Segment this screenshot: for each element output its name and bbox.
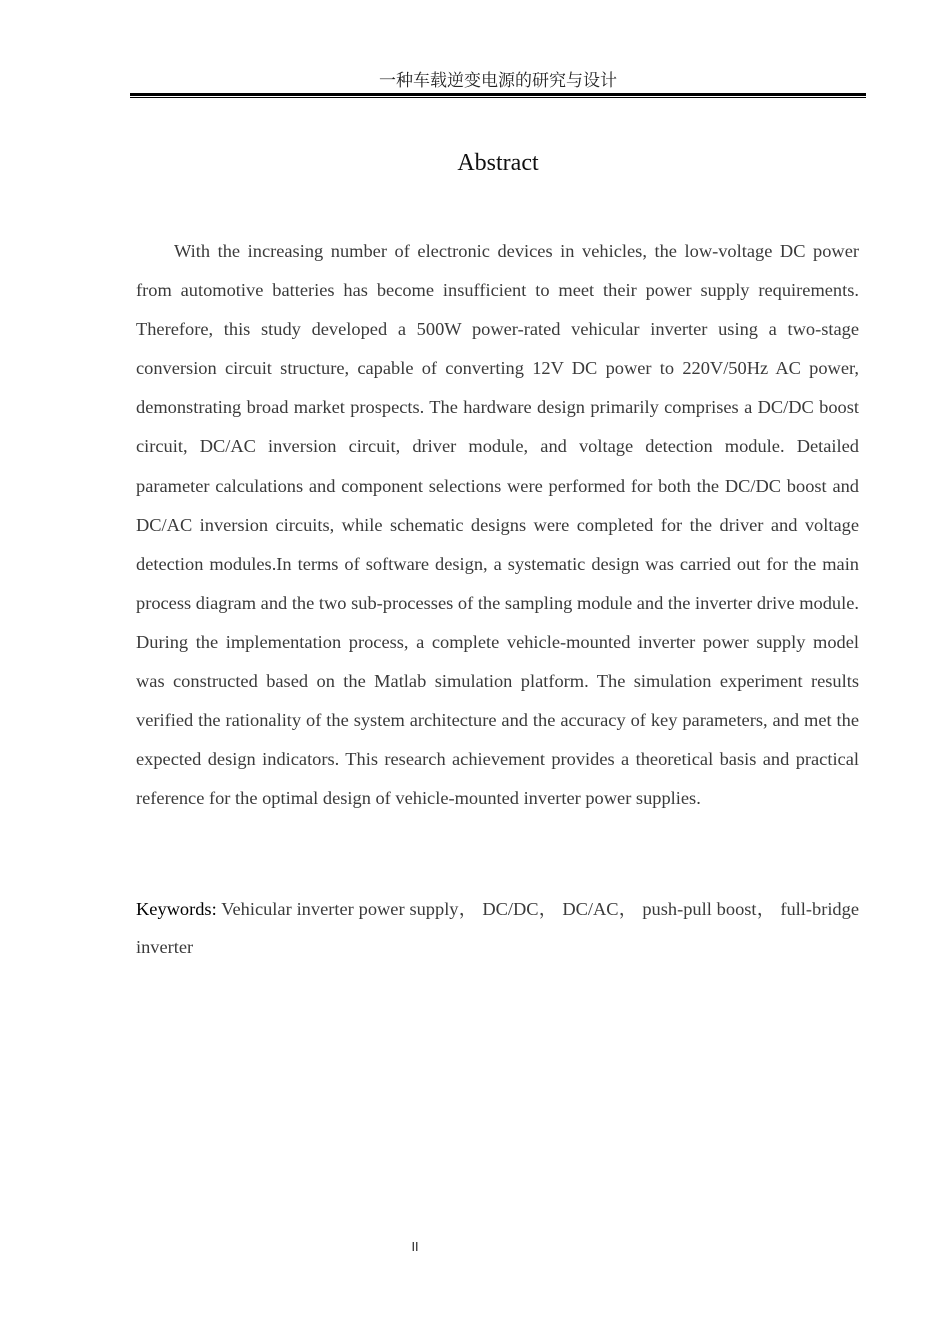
keywords-paragraph	[136, 890, 859, 966]
abstract-body: With the increasing number of electronic devices in vehicles, the low-voltage DC power from automotive batteries has become insufficient to meet their power supply requirements. Therefore, this study developed a 500W power-rated vehicular inverter using a two-stage conversion circuit structure, capable of converting 12V DC power to 220V/50Hz AC power, demonstrating broad market prospects. The hardware design primarily comprises a DC/DC boost circuit, DC/AC inversion circuit, driver module, and voltage detection module. Detailed parameter calculations and component selections were performed for both the DC/DC boost and DC/AC inversion circuits, while schematic designs were completed for the driver and voltage detection modules.In terms of software design, a systematic design was carried out for the main process diagram and the two sub-processes of the sampling module and the inverter drive module. During the implementation process, a complete vehicle-mounted inverter power supply model was constructed based on the Matlab simulation platform. The simulation experiment results verified the rationality of the system architecture and the accuracy of key parameters, and met the expected design indicators. This research achievement provides a theoretical basis and practical reference for the optimal design of vehicle-mounted inverter power supplies.	[136, 241, 859, 809]
running-header: 一种车载逆变电源的研究与设计	[379, 71, 617, 91]
page-number: II	[411, 1240, 419, 1254]
abstract-title: Abstract	[457, 150, 539, 176]
header-rule-thick	[130, 93, 866, 96]
keywords-text: Vehicular inverter power supply， DC/DC， DC/AC， push-pull boost， full-bridge inverter	[136, 899, 859, 957]
keywords-label: Keywords:	[136, 899, 217, 919]
header-rule-thin	[130, 97, 866, 98]
